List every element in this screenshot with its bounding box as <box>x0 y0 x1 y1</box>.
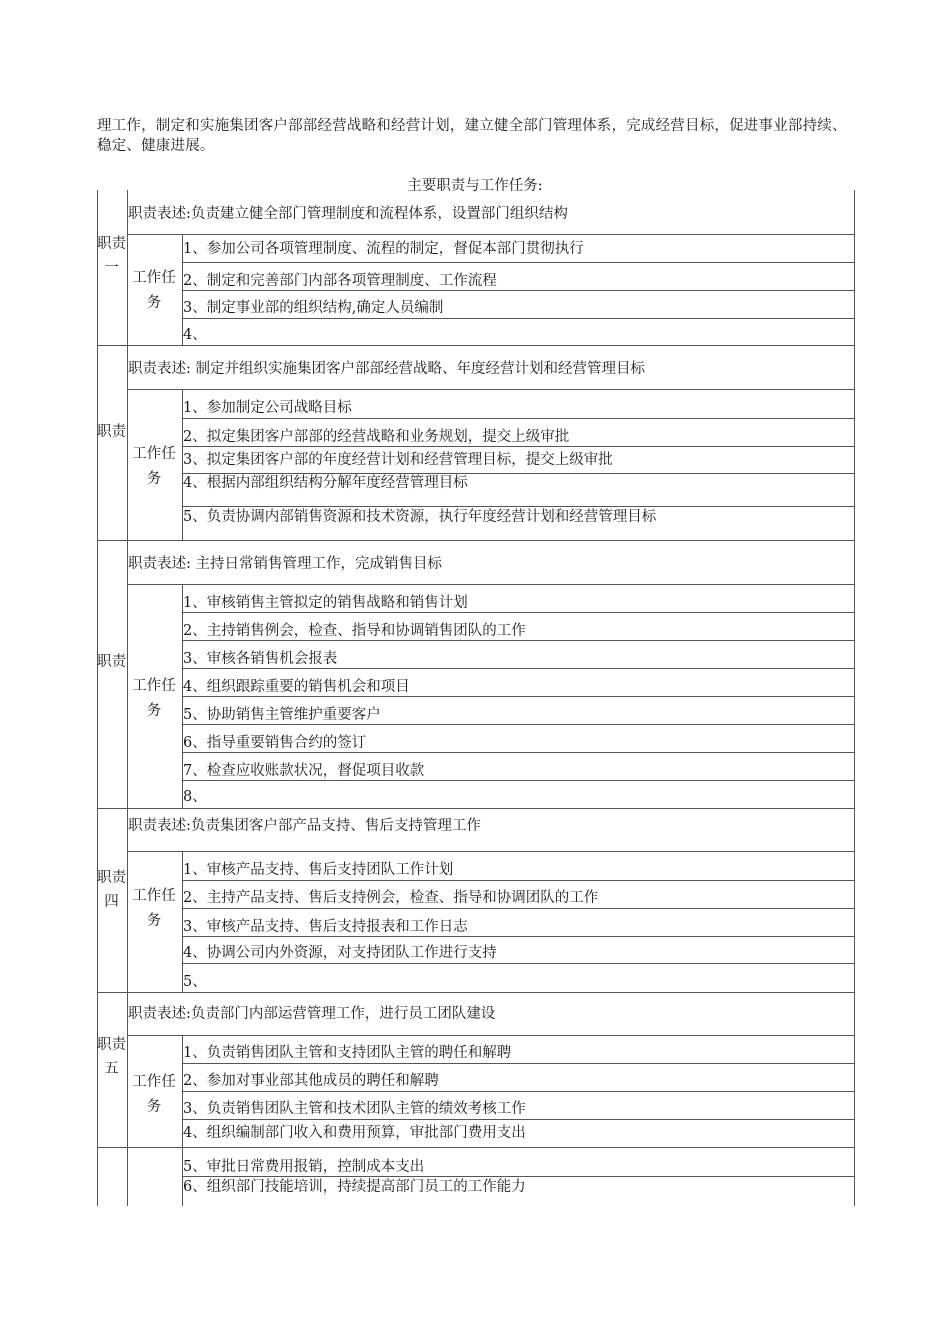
task-rule <box>182 640 855 641</box>
task-item: 1、负责销售团队主管和支持团队主管的聘任和解聘 <box>183 1045 512 1061</box>
task-item: 1、参加制定公司战略目标 <box>183 400 352 416</box>
task-rule <box>182 290 855 291</box>
task-rule <box>182 780 855 781</box>
statement-rule <box>127 584 855 585</box>
task-item: 2、主持销售例会，检查、指导和协调销售团队的工作 <box>183 623 526 639</box>
duty-label: 职责一 <box>97 236 126 276</box>
duty-label: 职责 <box>97 654 126 670</box>
duty-statement: 职责表述: 主持日常销售管理工作，完成销售目标 <box>128 556 442 572</box>
task-rule <box>182 936 855 937</box>
task-item: 4、协调公司内外资源，对支持团队工作进行支持 <box>183 945 497 961</box>
task-rule <box>182 752 855 753</box>
task-item: 2、参加对事业部其他成员的聘任和解聘 <box>183 1073 439 1089</box>
duty-separator <box>97 992 855 993</box>
task-item: 2、制定和完善部门内部各项管理制度、工作流程 <box>183 273 497 289</box>
duty-statement: 职责表述: 制定并组织实施集团客户部部经营战略、年度经营计划和经营管理目标 <box>128 361 645 377</box>
task-item: 3、制定事业部的组织结构,确定人员编制 <box>183 300 444 316</box>
task-item: 4、组织编制部门收入和费用预算，审批部门费用支出 <box>183 1125 526 1141</box>
duty-statement: 职责表述:负责集团客户部产品支持、售后支持管理工作 <box>128 818 481 834</box>
task-item: 3、审核产品支持、售后支持报表和工作日志 <box>183 919 468 935</box>
task-rule <box>182 668 855 669</box>
task-label: 工作任务 <box>132 446 176 487</box>
task-label: 工作任务 <box>132 1074 176 1115</box>
page-break-rule <box>97 1147 855 1148</box>
duty-label: 职责五 <box>97 1037 126 1077</box>
task-item: 3、负责销售团队主管和技术团队主管的绩效考核工作 <box>183 1101 526 1117</box>
task-rule <box>182 506 855 507</box>
task-rule <box>182 1063 855 1064</box>
task-label: 工作任务 <box>132 270 176 311</box>
task-rule <box>182 262 855 263</box>
task-item: 1、参加公司各项管理制度、流程的制定，督促本部门贯彻执行 <box>183 241 584 257</box>
task-rule <box>182 880 855 881</box>
task-item: 7、检查应收账款状况，督促项目收款 <box>183 763 425 779</box>
duty-statement: 职责表述:负责建立健全部门管理制度和流程体系，设置部门组织结构 <box>128 206 568 222</box>
task-item: 2、主持产品支持、售后支持例会，检查、指导和协调团队的工作 <box>183 890 599 906</box>
duty-separator <box>97 808 855 809</box>
duty-label: 职责四 <box>97 870 126 910</box>
duty-statement: 职责表述:负责部门内部运营管理工作，进行员工团队建设 <box>128 1006 496 1022</box>
statement-rule <box>127 1035 855 1036</box>
intro-paragraph: 理工作，制定和实施集团客户部部经营战略和经营计划，建立健全部门管理体系，完成经营目标，促进事业部持续、稳定、健康进展。 <box>97 118 847 154</box>
task-item: 4、根据内部组织结构分解年度经营管理目标 <box>183 475 468 491</box>
task-item: 5、审批日常费用报销，控制成本支出 <box>183 1159 425 1175</box>
task-item: 3、拟定集团客户部的年度经营计划和经营管理目标，提交上级审批 <box>183 452 613 468</box>
duty-separator <box>97 540 855 541</box>
table-right-border <box>854 190 855 1206</box>
task-item: 1、审核产品支持、售后支持团队工作计划 <box>183 862 454 878</box>
duty-label: 职责 <box>97 424 126 440</box>
task-item: 4、 <box>183 327 207 343</box>
task-rule <box>182 1119 855 1120</box>
task-item: 8、 <box>183 789 207 805</box>
task-item: 6、组织部门技能培训，持续提高部门员工的工作能力 <box>183 1179 526 1195</box>
task-rule <box>182 1176 855 1177</box>
task-rule <box>182 446 855 447</box>
statement-rule <box>127 851 855 852</box>
task-rule <box>182 418 855 419</box>
statement-rule <box>127 389 855 390</box>
task-label: 工作任务 <box>132 678 176 719</box>
task-rule <box>182 696 855 697</box>
task-rule <box>182 318 855 319</box>
task-item: 5、协助销售主管维护重要客户 <box>183 707 381 723</box>
task-rule <box>182 724 855 725</box>
task-item: 3、审核各销售机会报表 <box>183 651 338 667</box>
task-item: 2、拟定集团客户部部的经营战略和业务规划，提交上级审批 <box>183 429 570 445</box>
task-rule <box>182 1091 855 1092</box>
table-caption: 主要职责与工作任务: <box>407 178 543 194</box>
task-label: 工作任务 <box>132 888 176 929</box>
task-rule <box>182 963 855 964</box>
task-item: 4、组织跟踪重要的销售机会和项目 <box>183 679 410 695</box>
task-item: 5、 <box>183 974 207 990</box>
task-item: 5、负责协调内部销售资源和技术资源，执行年度经营计划和经营管理目标 <box>183 509 657 525</box>
statement-rule <box>127 234 855 235</box>
duty-separator <box>97 345 855 346</box>
task-rule <box>182 908 855 909</box>
task-item: 6、指导重要销售合约的签订 <box>183 735 367 751</box>
task-item: 1、审核销售主管拟定的销售战略和销售计划 <box>183 595 468 611</box>
task-rule <box>182 612 855 613</box>
